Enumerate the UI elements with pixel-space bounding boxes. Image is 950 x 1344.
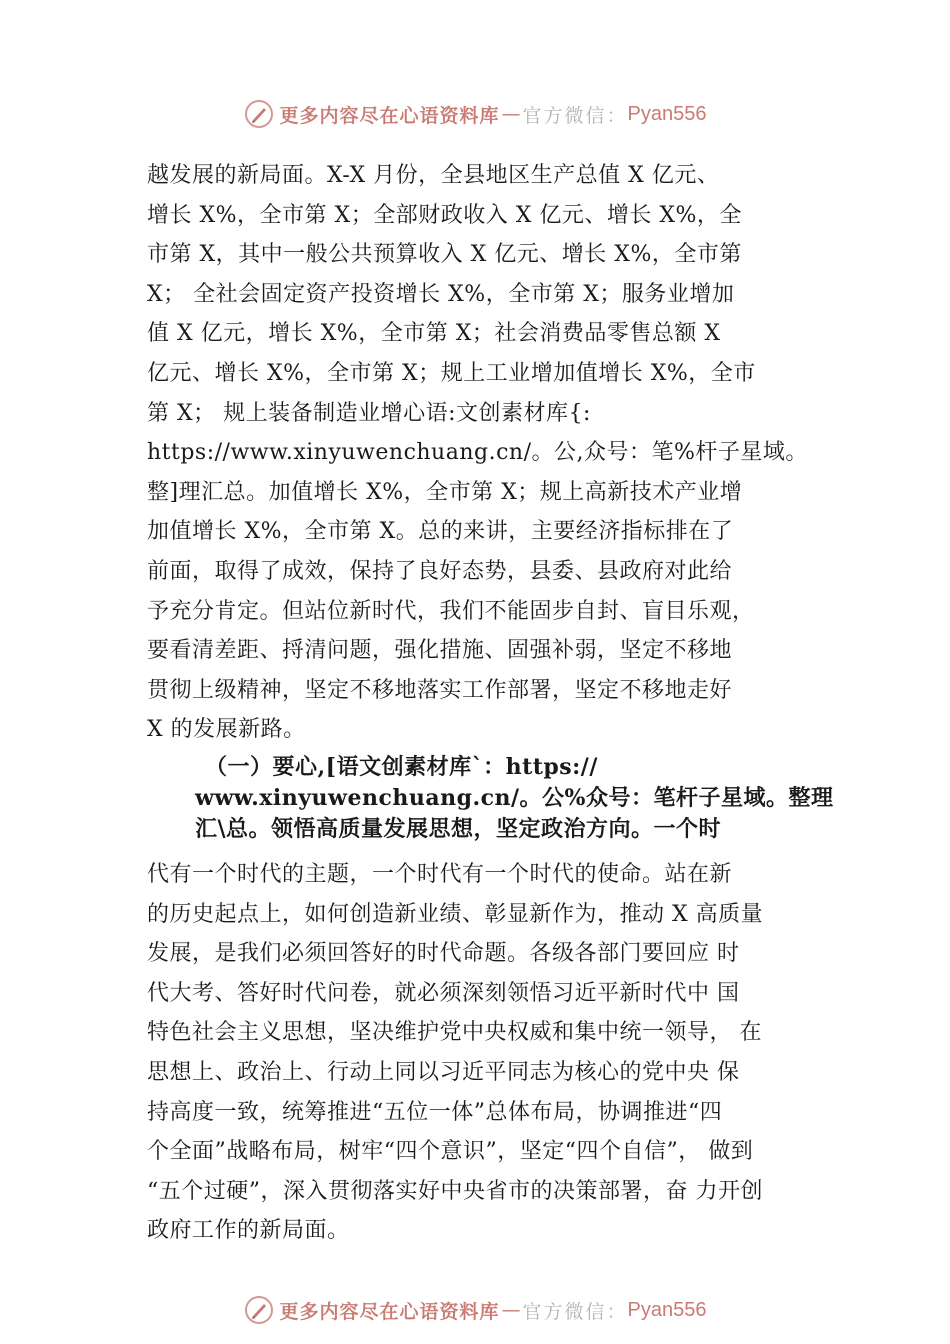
banner-wechat-id: Pyan556 <box>627 102 707 125</box>
text-line: 的历史起点上，如何创造新业绩、彰显新作为，推动 X 高质量 <box>147 901 764 927</box>
text-line: 亿元、增长 X%，全市第 X；规上工业增加值增长 X%，全市 <box>147 360 756 386</box>
footer-banner <box>0 1290 950 1330</box>
text-line: 市第 X，其中一般公共预算收入 X 亿元、增长 X%，全市第 <box>147 242 742 268</box>
banner-title: 更多内容尽在心语资料库 <box>279 1300 500 1323</box>
text-line: https://www.xinyuwenchuang.cn/。公,众号：笔%杆子星域。 <box>147 440 808 466</box>
text-line: 增长 X%，全市第 X；全部财政收入 X 亿元、增长 X%，全 <box>147 202 742 228</box>
text-line: 贯彻上级精神，坚定不移地落实工作部署，坚定不移地走好 <box>147 677 733 703</box>
text-line: 越发展的新局面。X-X 月份，全县地区生产总值 X 亿元、 <box>147 163 720 188</box>
banner-dash: — <box>501 103 521 125</box>
banner-wechat-label: 官方微信： <box>522 104 628 127</box>
text-line: 加值增长 X%，全市第 X。总的来讲，主要经济指标排在了 <box>147 519 734 545</box>
text-line: 整]理汇总。加值增长 X%，全市第 X；规上高新技术产业增 <box>147 479 743 505</box>
section-heading <box>195 752 835 845</box>
text-line: 个全面”战略布局，树牢“四个意识”，坚定“四个自信”， 做到 <box>147 1139 754 1165</box>
banner-title: 更多内容尽在心语资料库 <box>279 104 500 127</box>
heading-line: 汇\总。领悟高质量发展思想，坚定政治方向。一个时 <box>195 816 722 842</box>
text-line: 第 X； 规上装备制造业增心语:文创素材库{: <box>147 400 591 426</box>
paragraph-economy <box>147 156 827 750</box>
pen-logo-icon <box>244 99 274 129</box>
text-line: 予充分肯定。但站位新时代，我们不能固步自封、盲目乐观， <box>147 598 755 624</box>
pen-logo-icon <box>244 1295 274 1325</box>
heading-line: www.xinyuwenchuang.cn/。公%众号：笔杆子星域。整理 <box>195 785 834 811</box>
text-line: 持高度一致，统筹推进“五位一体”总体布局，协调推进“四 <box>147 1099 723 1125</box>
text-line: 代大考、答好时代问卷，就必须深刻领悟习近平新时代中 国 <box>147 980 740 1006</box>
text-line: 前面，取得了成效，保持了良好态势，县委、县政府对此给 <box>147 558 733 584</box>
text-line: “五个过硬”，深入贯彻落实好中央省市的决策部署，奋 力开创 <box>147 1178 763 1204</box>
text-line: 思想上、政治上、行动上同以习近平同志为核心的党中央 保 <box>147 1059 740 1085</box>
text-line: 政府工作的新局面。 <box>147 1218 350 1244</box>
text-line: X 的发展新路。 <box>147 717 306 743</box>
text-line: 发展，是我们必须回答好的时代命题。各级各部门要回应 时 <box>147 941 740 967</box>
heading-line: （一）要心,[语文创素材库`：https:// <box>205 754 598 780</box>
text-line: X； 全社会固定资产投资增长 X%，全市第 X；服务业增加 <box>147 281 735 307</box>
banner-wechat-id: Pyan556 <box>627 1298 707 1321</box>
text-line: 要看清差距、捋清问题，强化措施、固强补弱，坚定不移地 <box>147 638 733 664</box>
banner-wechat-label: 官方微信： <box>522 1300 628 1323</box>
text-line: 代有一个时代的主题，一个时代有一个时代的使命。站在新 <box>147 862 733 887</box>
header-banner <box>0 94 950 134</box>
paragraph-era <box>147 855 827 1251</box>
banner-dash: — <box>501 1299 521 1321</box>
text-line: 值 X 亿元，增长 X%，全市第 X；社会消费品零售总额 X <box>147 321 721 347</box>
text-line: 特色社会主义思想，坚决维护党中央权威和集中统一领导， 在 <box>147 1020 762 1046</box>
